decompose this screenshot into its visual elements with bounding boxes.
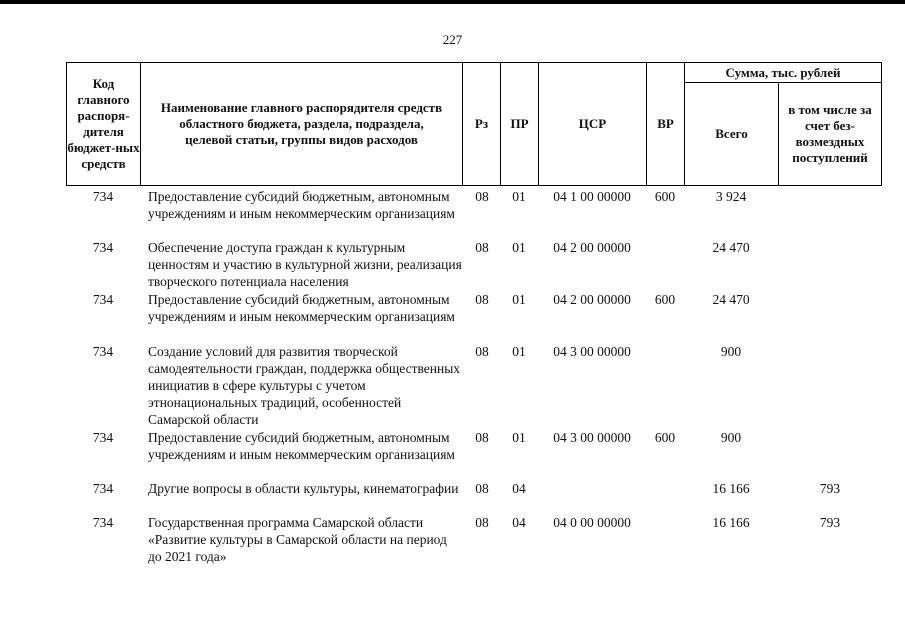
cell-name: Предоставление субсидий бюджетным, автономным учреждениям и иным некоммерческим организациям (148, 292, 455, 324)
cell-kod: 734 (92, 515, 114, 530)
cell-kod: 734 (92, 240, 114, 255)
table-header (66, 62, 882, 186)
cell-bezv: 793 (819, 515, 841, 530)
cell-csr: 04 0 00 00000 (553, 515, 631, 530)
header-vr: ВР (646, 62, 684, 186)
cell-vsego: 16 166 (712, 481, 750, 496)
cell-vsego: 24 470 (712, 292, 750, 307)
header-kod: Код главного распоря-дителя бюджет-ных средств (66, 62, 140, 186)
cell-rz: 08 (475, 430, 489, 445)
cell-kod: 734 (92, 430, 114, 445)
cell-rz: 08 (475, 189, 489, 204)
cell-name: Государственная программа Самарской области «Развитие культуры в Самарской области на период до 2021 года» (148, 515, 447, 564)
cell-kod: 734 (92, 292, 114, 307)
cell-rz: 08 (475, 292, 489, 307)
cell-csr: 04 3 00 00000 (553, 430, 631, 445)
cell-rz: 08 (475, 240, 489, 255)
cell-csr: 04 2 00 00000 (553, 292, 631, 307)
cell-pr: 04 (512, 481, 526, 496)
page-top-border (0, 0, 905, 4)
cell-vr: 600 (654, 430, 676, 445)
cell-vsego: 24 470 (712, 240, 750, 255)
cell-pr: 01 (512, 240, 526, 255)
cell-pr: 01 (512, 344, 526, 359)
cell-name: Предоставление субсидий бюджетным, автономным учреждениям и иным некоммерческим организациям (148, 189, 455, 221)
cell-vsego: 900 (720, 344, 742, 359)
cell-vr: 600 (654, 292, 676, 307)
cell-kod: 734 (92, 189, 114, 204)
cell-vsego: 3 924 (715, 189, 747, 204)
cell-csr: 04 1 00 00000 (553, 189, 631, 204)
header-vsego: Всего (684, 82, 778, 186)
cell-name: Обеспечение доступа граждан к культурным ценностям и участию в культурной жизни, реализация творческого потенциала населения (148, 240, 462, 289)
cell-pr: 04 (512, 515, 526, 530)
cell-vsego: 16 166 (712, 515, 750, 530)
cell-vsego: 900 (720, 430, 742, 445)
cell-kod: 734 (92, 481, 114, 496)
header-csr: ЦСР (538, 62, 646, 186)
cell-name: Предоставление субсидий бюджетным, автономным учреждениям и иным некоммерческим организациям (148, 430, 455, 462)
header-summa: Сумма, тыс. рублей (684, 62, 882, 82)
header-rz: Рз (462, 62, 500, 186)
cell-bezv: 793 (819, 481, 841, 496)
header-bezv: в том числе за счет без-возмездных поступлений (778, 82, 882, 186)
cell-rz: 08 (475, 344, 489, 359)
cell-rz: 08 (475, 481, 489, 496)
cell-pr: 01 (512, 430, 526, 445)
header-pr: ПР (500, 62, 538, 186)
cell-csr: 04 2 00 00000 (553, 240, 631, 255)
cell-pr: 01 (512, 292, 526, 307)
cell-csr: 04 3 00 00000 (553, 344, 631, 359)
header-name: Наименование главного распорядителя средств областного бюджета, раздела, подраздела, целевой статьи, группы видов расходов (140, 62, 462, 186)
cell-name: Другие вопросы в области культуры, кинематографии (148, 481, 459, 496)
cell-vr: 600 (654, 189, 676, 204)
cell-name: Создание условий для развития творческой самодеятельности граждан, поддержка общественных инициатив в сфере культуры с учетом этнонациональных традиций, особенностей Самарской области (148, 344, 461, 427)
cell-pr: 01 (512, 189, 526, 204)
cell-rz: 08 (475, 515, 489, 530)
page-number: 227 (442, 32, 463, 47)
cell-kod: 734 (92, 344, 114, 359)
